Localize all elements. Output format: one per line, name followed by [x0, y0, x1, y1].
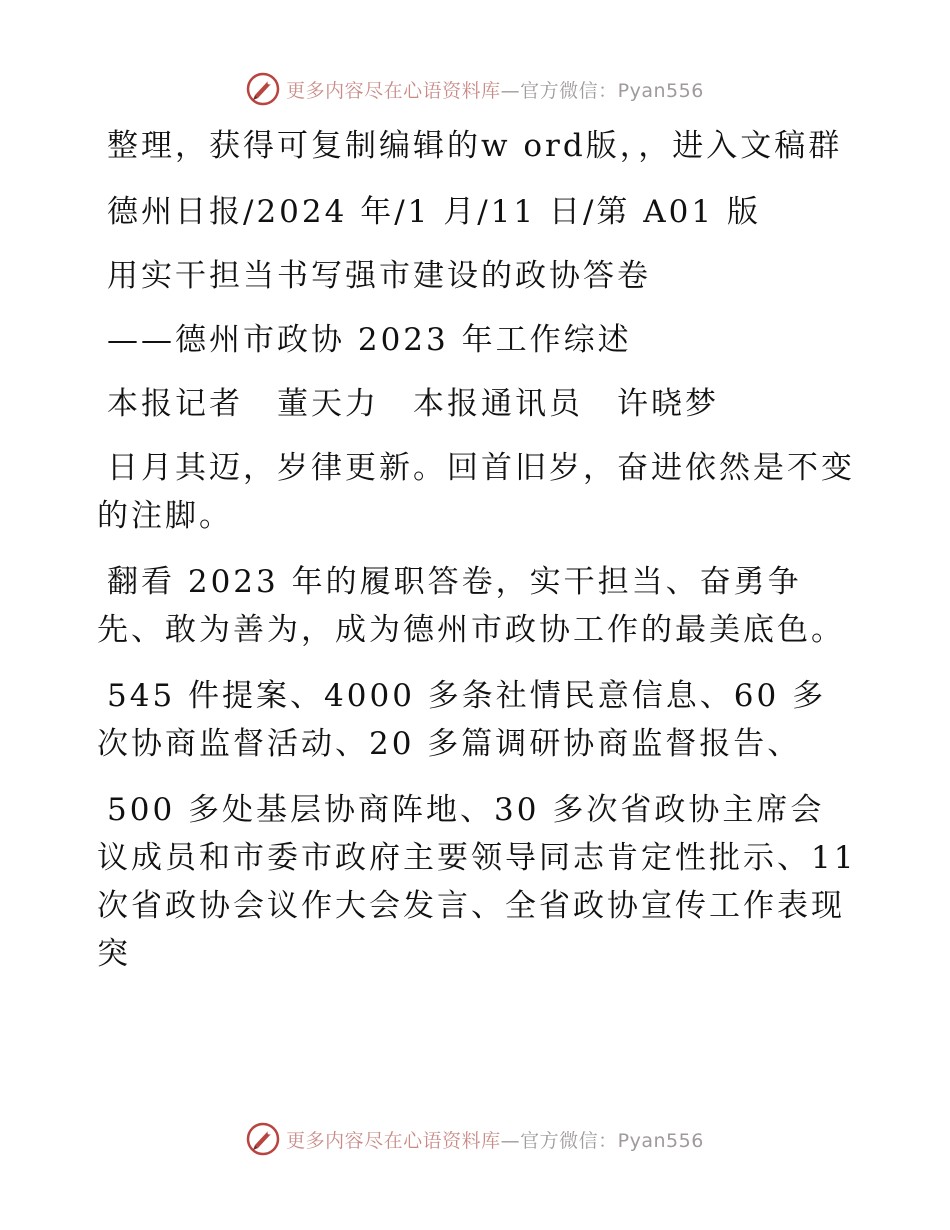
- body-paragraph: 545 件提案、4000 多条社情民意信息、60 多次协商监督活动、20 多篇调研协商监督报告、: [97, 678, 827, 762]
- header-slogan: 更多内容尽在心语资料库: [286, 79, 501, 102]
- subheadline: ——德州市政协 2023 年工作综述: [107, 322, 632, 358]
- headline: 用实干担当书写强市建设的政协答卷: [107, 258, 651, 294]
- brand-logo-icon: [246, 72, 280, 106]
- body-paragraph: 日月其迈，岁律更新。回首旧岁，奋进依然是不变的注脚。: [97, 450, 855, 534]
- brand-logo-icon: [246, 1122, 280, 1156]
- footer-wechat: —官方微信：Pyan556: [500, 1129, 704, 1152]
- body-paragraph: 翻看 2023 年的履职答卷，实干担当、奋勇争先、敢为善为，成为德州市政协工作的最美底色。: [97, 564, 845, 648]
- header-banner-text: [286, 76, 704, 103]
- intro-paragraph: 整理，获得可复制编辑的w ord版，，进入文稿群: [107, 128, 843, 164]
- header-banner: [0, 72, 950, 106]
- header-wechat: —官方微信：Pyan556: [500, 79, 704, 102]
- byline: 本报记者 董天力 本报通讯员 许晓梦: [107, 386, 719, 422]
- footer-banner: [0, 1122, 950, 1156]
- body-paragraph: 500 多处基层协商阵地、30 多次省政协主席会议成员和市委市政府主要领导同志肯定性批示、11 次省政协会议作大会发言、全省政协宣传工作表现突: [97, 792, 857, 972]
- footer-slogan: 更多内容尽在心语资料库: [286, 1129, 501, 1152]
- footer-banner-text: [286, 1126, 704, 1153]
- document-body: [97, 122, 857, 996]
- source-line: 德州日报/2024 年/1 月/11 日/第 A01 版: [107, 194, 761, 230]
